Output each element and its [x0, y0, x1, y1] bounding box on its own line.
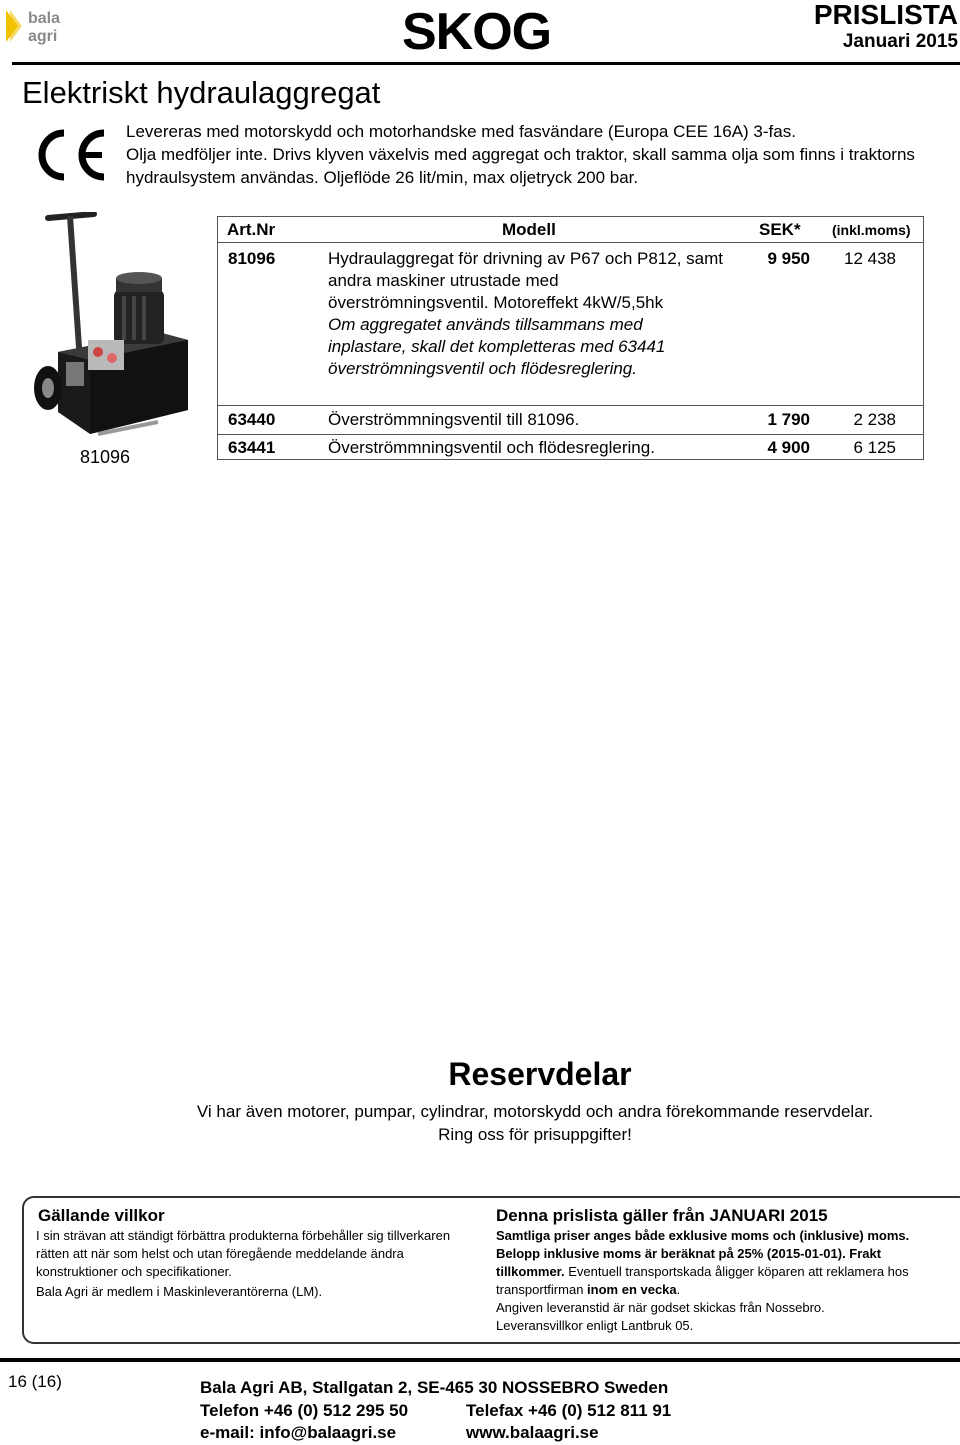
terms-damage-deadline: inom en vecka: [587, 1282, 677, 1297]
row-2-price-incl-vat: 2 238: [853, 410, 896, 429]
terms-right-text: [496, 1227, 936, 1335]
price-list-title: PRISLISTA: [813, 0, 958, 30]
terms-damage-end: .: [676, 1282, 681, 1297]
terms-vat-note: Samtliga priser anges både exklusive moms och (inklusive) moms. Belopp inklusive moms är beräknat på 25% (2015-01-01). Frakt tillkommer.: [496, 1228, 910, 1279]
company-fax: Telefax +46 (0) 512 811 91: [466, 1401, 672, 1420]
company-phone: Telefon +46 (0) 512 295 50: [200, 1401, 409, 1420]
column-header-art-nr: Art.Nr: [227, 220, 276, 239]
hydraulic-unit-image: [18, 212, 198, 442]
row-2-price-sek: 1 790: [767, 410, 810, 429]
spares-line-1: Vi har även motorer, pumpar, cylindrar, motorskydd och andra förekommande reservdelar.: [196, 1102, 874, 1121]
row-1-description: [328, 248, 723, 380]
spares-title: Reservdelar: [448, 1056, 632, 1092]
row-2-art-nr: 63440: [228, 410, 276, 429]
terms-right-title: Denna prislista gäller från JANUARI 2015: [496, 1206, 828, 1225]
row-3-price-sek: 4 900: [767, 438, 810, 457]
ce-mark-icon: [32, 127, 110, 183]
row-2-description: Överströmmningsventil till 81096.: [328, 410, 580, 429]
intro-line-2: Olja medföljer inte. Drivs klyven växelvis med aggregat och traktor, skall samma olja som finns i traktorns hydraulsystem användas. Oljeflöde 26 lit/min, max oljetryck 200 bar.: [126, 145, 915, 187]
terms-delivery-time: Angiven leveranstid är när godset skickas från Nossebro.: [496, 1300, 825, 1315]
column-header-sek: SEK*: [759, 220, 801, 239]
row-1-desc-note: Om aggregatet används tillsammans med inplastare, skall det kompletteras med 63441 överströmningsventil och flödesreglering.: [328, 315, 666, 378]
svg-text:bala: bala: [28, 10, 61, 27]
row-3-art-nr: 63441: [228, 438, 276, 457]
page-number: 16 (16): [8, 1372, 62, 1391]
row-1-desc-text: Hydraulaggregat för drivning av P67 och P812, samt andra maskiner utrustade med överströmningsventil. Motoreffekt 4kW/5,5hk: [328, 249, 724, 312]
spares-line-2: Ring oss för prisuppgifter!: [438, 1125, 632, 1144]
spares-text: [160, 1100, 910, 1146]
bala-agri-logo: [4, 6, 76, 46]
table-divider: [217, 434, 924, 435]
terms-delivery-conditions: Leveransvillkor enligt Lantbruk 05.: [496, 1318, 694, 1333]
terms-membership: Bala Agri är medlem i Maskinleverantörerna (LM).: [36, 1284, 323, 1299]
terms-left-text: I sin strävan att ständigt förbättra produkterna förbehåller sig tillverkaren rätten att när som helst och utan föregående meddelande ändra konstruktioner och specifikationer.: [36, 1228, 451, 1279]
header-divider: [12, 62, 960, 65]
column-header-incl-vat: (inkl.moms): [832, 222, 911, 238]
table-divider: [217, 242, 924, 243]
product-intro: [126, 120, 926, 189]
row-1-price-sek: 9 950: [767, 249, 810, 268]
terms-damage-note: Eventuell transportskada åligger köparen att reklamera hos transportfirman: [496, 1264, 909, 1297]
footer-divider: [0, 1358, 960, 1362]
company-email: e-mail: info@balaagri.se: [200, 1423, 397, 1442]
company-address: Bala Agri AB, Stallgatan 2, SE-465 30 NOSSEBRO Sweden: [200, 1378, 669, 1397]
column-header-model: Modell: [502, 220, 556, 239]
price-list-date: Januari 2015: [842, 31, 958, 52]
svg-text:agri: agri: [28, 28, 58, 45]
terms-left-title: Gällande villkor: [38, 1206, 165, 1225]
row-3-description: Överströmmningsventil och flödesreglering.: [328, 438, 655, 457]
brand-title: SKOG: [402, 3, 552, 61]
row-1-art-nr: 81096: [228, 249, 276, 268]
table-divider: [217, 405, 924, 406]
section-title: Elektriskt hydraulaggregat: [22, 75, 381, 110]
row-3-price-incl-vat: 6 125: [853, 438, 896, 457]
row-1-price-incl-vat: 12 438: [844, 249, 896, 268]
intro-line-1: Levereras med motorskydd och motorhandske med fasvändare (Europa CEE 16A) 3-fas.: [126, 122, 796, 141]
image-caption: 81096: [80, 447, 131, 467]
company-website: www.balaagri.se: [466, 1423, 599, 1442]
